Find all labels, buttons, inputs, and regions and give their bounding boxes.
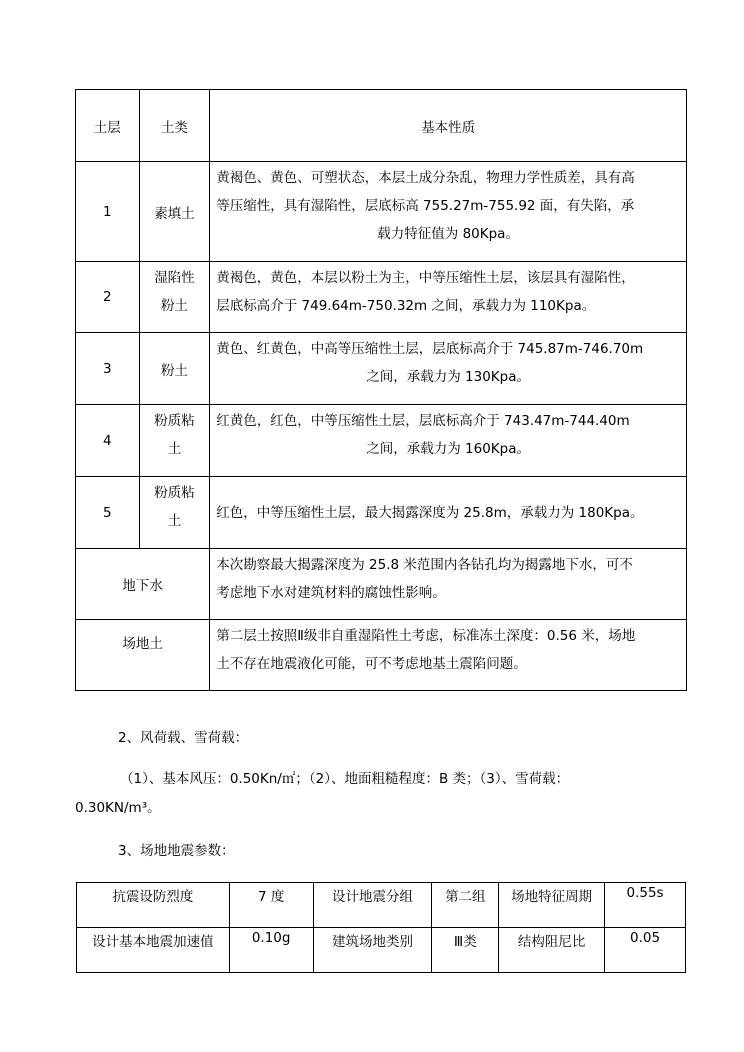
seismic-cell: 场地特征周期 — [499, 883, 605, 928]
desc-line: 红黄色，红色，中等压缩性土层，层底标高介于 743.47m-744.40m — [216, 413, 630, 429]
layer-number: 4 — [76, 405, 140, 477]
soil-description — [210, 262, 687, 333]
soil-type-line: 粉质粘 — [154, 413, 195, 429]
desc-line: 之间，承载力为 130Kpa。 — [366, 369, 530, 385]
soil-properties-table — [75, 89, 687, 691]
seismic-cell: 0.05 — [605, 928, 686, 973]
table-row — [76, 477, 687, 549]
desc-line: 层底标高介于 749.64m-750.32m 之间，承载力为 110Kpa。 — [216, 298, 596, 314]
soil-type-line: 粉土 — [160, 362, 188, 379]
table-row — [76, 333, 687, 405]
soil-type-line: 素填土 — [154, 205, 195, 222]
soil-type — [139, 262, 210, 333]
groundwater-description — [210, 549, 687, 620]
header-properties: 基本性质 — [210, 90, 687, 162]
desc-line: 红色，中等压缩性土层，最大揭露深度为 25.8m，承载力为 180Kpa。 — [216, 504, 644, 521]
groundwater-label: 地下水 — [76, 549, 210, 620]
table-row — [76, 262, 687, 333]
desc-line: 土不存在地震液化可能，可不考虑地基土震陷问题。 — [216, 656, 527, 672]
section2-line2: 0.30KN/m³。 — [75, 800, 161, 816]
section2-line1: （1）、基本风压：0.50Kn/㎡；（2）、地面粗糙程度：B 类；（3）、雪荷载： — [120, 771, 570, 787]
groundwater-row — [76, 549, 687, 620]
header-layer: 土层 — [76, 90, 140, 162]
soil-type — [139, 477, 210, 549]
layer-number: 3 — [76, 333, 140, 405]
soil-type-line: 粉土 — [160, 298, 188, 314]
layer-number: 2 — [76, 262, 140, 333]
seismic-cell: 第二组 — [432, 883, 499, 928]
seismic-cell: 结构阻尼比 — [499, 928, 605, 973]
desc-line: 黄色、红黄色，中高等压缩性土层，层底标高介于 745.87m-746.70m — [216, 341, 644, 357]
seismic-cell: 0.55s — [605, 883, 686, 928]
seismic-cell: Ⅲ类 — [432, 928, 499, 973]
site-soil-row — [76, 620, 687, 691]
desc-line: 考虑地下水对建筑材料的腐蚀性影响。 — [216, 585, 446, 601]
soil-description — [210, 477, 687, 549]
desc-line: 之间，承载力为 160Kpa。 — [366, 441, 530, 457]
soil-type-line: 粉质粘 — [154, 485, 195, 501]
table-row — [77, 928, 686, 973]
section2-heading: 2、风荷载、雪荷载： — [118, 730, 249, 746]
seismic-cell: 设计基本地震加速值 — [77, 928, 230, 973]
section3-heading: 3、场地地震参数： — [118, 843, 235, 859]
soil-table-header-row — [76, 90, 687, 162]
desc-line: 黄褐色、黄色、可塑状态，本层土成分杂乱，物理力学性质差，具有高 — [216, 170, 635, 186]
layer-number: 1 — [76, 162, 140, 262]
table-row — [77, 883, 686, 928]
layer-number: 5 — [76, 477, 140, 549]
site-soil-label: 场地土 — [76, 620, 210, 691]
seismic-cell: 0.10g — [229, 928, 313, 973]
header-soil-type: 土类 — [139, 90, 210, 162]
desc-line: 第二层土按照Ⅱ级非自重湿陷性土考虑，标准冻土深度：0.56 米，场地 — [216, 628, 636, 644]
seismic-parameters-table — [76, 882, 686, 973]
table-row — [76, 405, 687, 477]
seismic-cell: 建筑场地类别 — [313, 928, 432, 973]
soil-description — [210, 405, 687, 477]
soil-type — [139, 405, 210, 477]
soil-type-line: 湿陷性 — [154, 270, 195, 286]
soil-type-line: 土 — [167, 513, 182, 529]
soil-description — [210, 333, 687, 405]
table-row — [76, 162, 687, 262]
soil-description — [210, 162, 687, 262]
desc-line: 本次勘察最大揭露深度为 25.8 米范围内各钻孔均为揭露地下水，可不 — [216, 557, 633, 573]
desc-line: 等压缩性，具有湿陷性，层底标高 755.27m-755.92 面，有失陷，承 — [216, 198, 635, 214]
soil-type — [139, 333, 210, 405]
seismic-cell: 7 度 — [229, 883, 313, 928]
desc-line: 载力特征值为 80Kpa。 — [377, 226, 519, 242]
seismic-cell: 设计地震分组 — [313, 883, 432, 928]
soil-type — [139, 162, 210, 262]
soil-type-line: 土 — [167, 441, 182, 457]
desc-line: 黄褐色，黄色，本层以粉土为主，中等压缩性土层，该层具有湿陷性， — [216, 270, 635, 286]
seismic-cell: 抗震设防烈度 — [77, 883, 230, 928]
site-soil-description — [210, 620, 687, 691]
